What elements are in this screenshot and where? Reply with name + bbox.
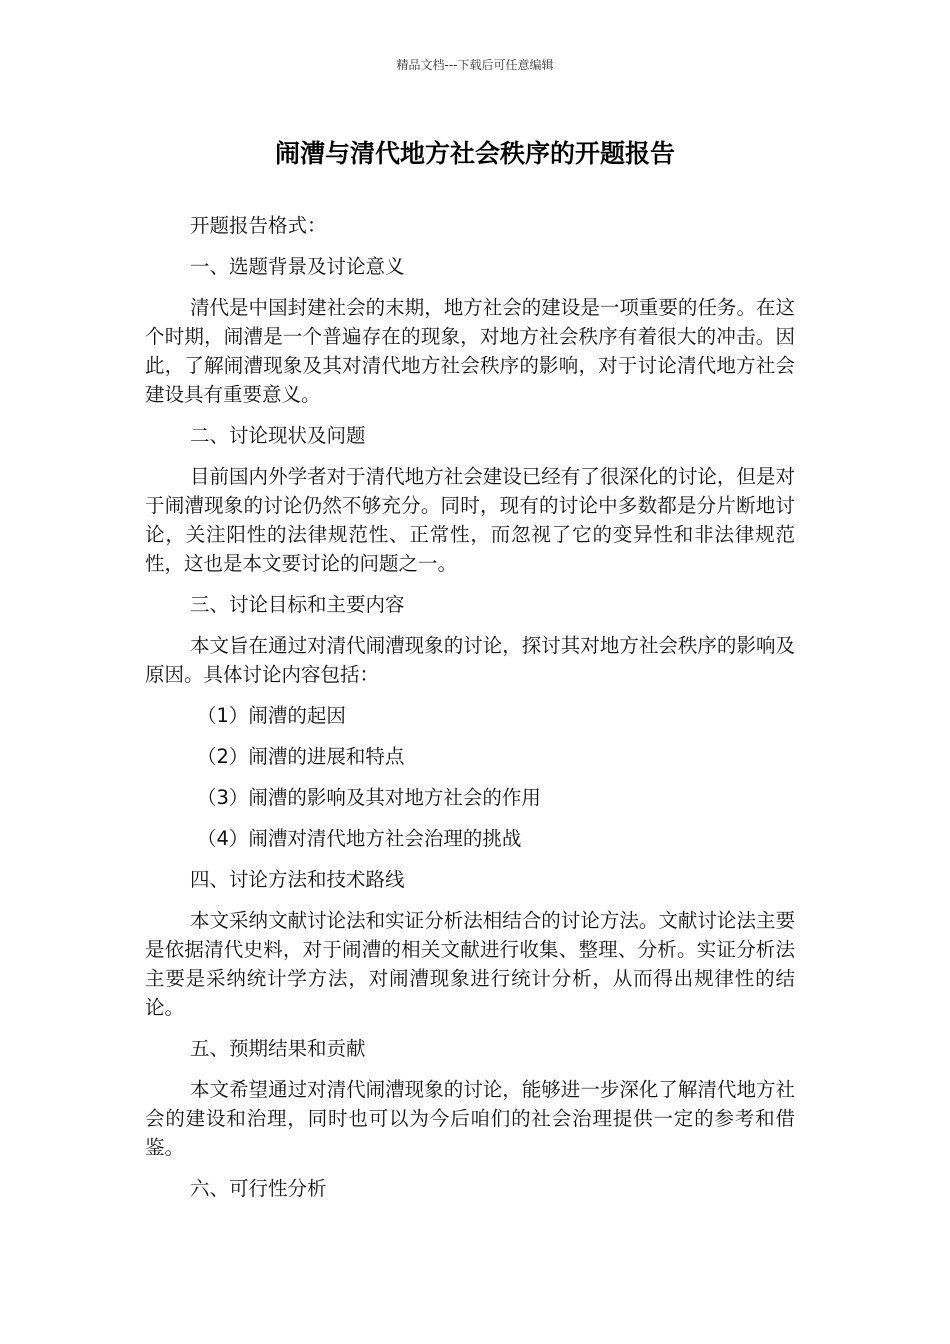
paragraph-format-label: 开题报告格式： bbox=[190, 214, 327, 237]
paragraph-methods: 本文采纳文献讨论法和实证分析法相结合的讨论方法。文献讨论法主要是依据清代史料，对于闹漕的相关文献进行收集、整理、分析。实证分析法主要是采纳统计学方法，对闹漕现象进行统计分析，从而得出规律性的结论。 bbox=[145, 909, 795, 1019]
list-item-2: （2）闹漕的进展和特点 bbox=[197, 745, 405, 768]
list-item-1: （1）闹漕的起因 bbox=[197, 704, 346, 727]
section-heading-4: 四、讨论方法和技术路线 bbox=[190, 868, 405, 891]
paragraph-results: 本文希望通过对清代闹漕现象的讨论，能够进一步深化了解清代地方社会的建设和治理，同时也可以为今后咱们的社会治理提供一定的参考和借鉴。 bbox=[145, 1078, 795, 1159]
list-item-3: （3）闹漕的影响及其对地方社会的作用 bbox=[197, 786, 541, 809]
section-heading-2: 二、讨论现状及问题 bbox=[190, 424, 366, 447]
list-item-4: （4）闹漕对清代地方社会治理的挑战 bbox=[197, 827, 522, 850]
paragraph-objectives: 本文旨在通过对清代闹漕现象的讨论，探讨其对地方社会秩序的影响及原因。具体讨论内容包括： bbox=[145, 634, 795, 686]
paragraph-status: 目前国内外学者对于清代地方社会建设已经有了很深化的讨论，但是对于闹漕现象的讨论仍然不够充分。同时，现有的讨论中多数都是分片断地讨论，关注阳性的法律规范性、正常性，而忽视了它的变异性和非法律规范性，这也是本文要讨论的问题之一。 bbox=[145, 465, 795, 575]
section-heading-6: 六、可行性分析 bbox=[190, 1177, 327, 1200]
document-title: 闹漕与清代地方社会秩序的开题报告 bbox=[274, 139, 675, 168]
section-heading-3: 三、讨论目标和主要内容 bbox=[190, 593, 405, 616]
section-heading-1: 一、选题背景及讨论意义 bbox=[190, 255, 405, 278]
paragraph-background: 清代是中国封建社会的末期，地方社会的建设是一项重要的任务。在这个时期，闹漕是一个普遍存在的现象，对地方社会秩序有着很大的冲击。因此，了解闹漕现象及其对清代地方社会秩序的影响，对于讨论清代地方社会建设具有重要意义。 bbox=[145, 296, 795, 406]
header-note: 精品文档---下载后可任意编辑 bbox=[396, 58, 554, 72]
document-body bbox=[145, 211, 795, 1215]
section-heading-5: 五、预期结果和贡献 bbox=[190, 1037, 366, 1060]
